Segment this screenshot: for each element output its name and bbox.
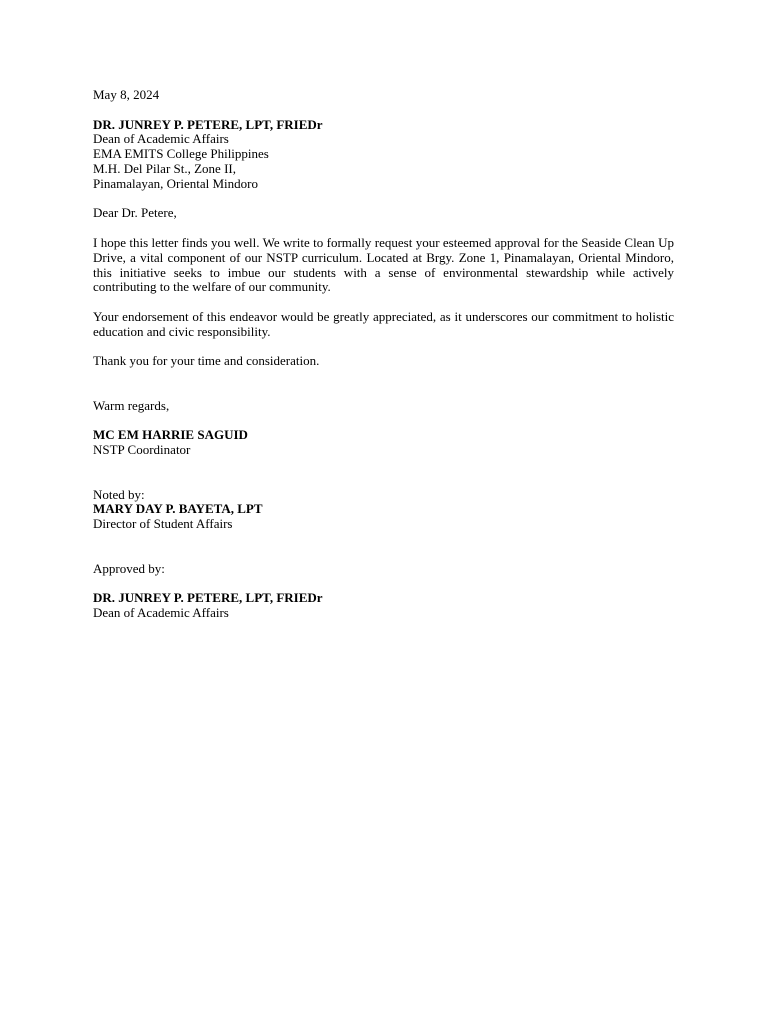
recipient-address-line1: M.H. Del Pilar St., Zone II, <box>93 160 236 176</box>
sender-title: NSTP Coordinator <box>93 442 191 458</box>
recipient-institution: EMA EMITS College Philippines <box>93 146 269 162</box>
approved-by-title: Dean of Academic Affairs <box>93 604 229 620</box>
noted-by-title: Director of Student Affairs <box>93 516 233 532</box>
recipient-address-line2: Pinamalayan, Oriental Mindoro <box>93 175 258 191</box>
spacer <box>93 576 674 591</box>
salutation: Dear Dr. Petere, <box>93 205 177 221</box>
body-paragraph-3: Thank you for your time and consideration. <box>93 353 320 369</box>
recipient-name: DR. JUNREY P. PETERE, LPT, FRIEDr <box>93 116 323 132</box>
approved-by-label: Approved by: <box>93 560 165 576</box>
approved-by-block <box>93 591 674 621</box>
noted-by-name: MARY DAY P. BAYETA, LPT <box>93 501 263 517</box>
spacer <box>93 458 674 488</box>
letter <box>93 88 674 621</box>
noted-by-label: Noted by: <box>93 486 145 502</box>
recipient-block <box>93 118 674 192</box>
spacer <box>93 369 674 399</box>
spacer <box>93 221 674 236</box>
closing: Warm regards, <box>93 397 170 413</box>
sender-signature-block <box>93 428 674 458</box>
spacer <box>93 532 674 562</box>
body-paragraph-1: I hope this letter finds you well. We write to formally request your esteemed approval for the Seaside Clean Up Drive, a vital component of our NSTP curriculum. Located at Brgy. Zone 1, Pinamalayan, Oriental Mindoro, this initiative seeks to imbue our students with a sense of environmental stewardship while actively contributing to the welfare of our community. <box>93 234 674 295</box>
spacer <box>93 192 674 207</box>
sender-name: MC EM HARRIE SAGUID <box>93 427 248 443</box>
noted-by-block <box>93 488 674 532</box>
letter-date: May 8, 2024 <box>93 87 160 102</box>
approved-by-name: DR. JUNREY P. PETERE, LPT, FRIEDr <box>93 590 323 606</box>
spacer <box>93 103 674 118</box>
spacer <box>93 295 674 310</box>
spacer <box>93 414 674 429</box>
recipient-title: Dean of Academic Affairs <box>93 131 229 147</box>
spacer <box>93 340 674 355</box>
body-paragraph-2: Your endorsement of this endeavor would be greatly appreciated, as it underscores our commitment to holistic education and civic responsibility. <box>93 308 674 339</box>
